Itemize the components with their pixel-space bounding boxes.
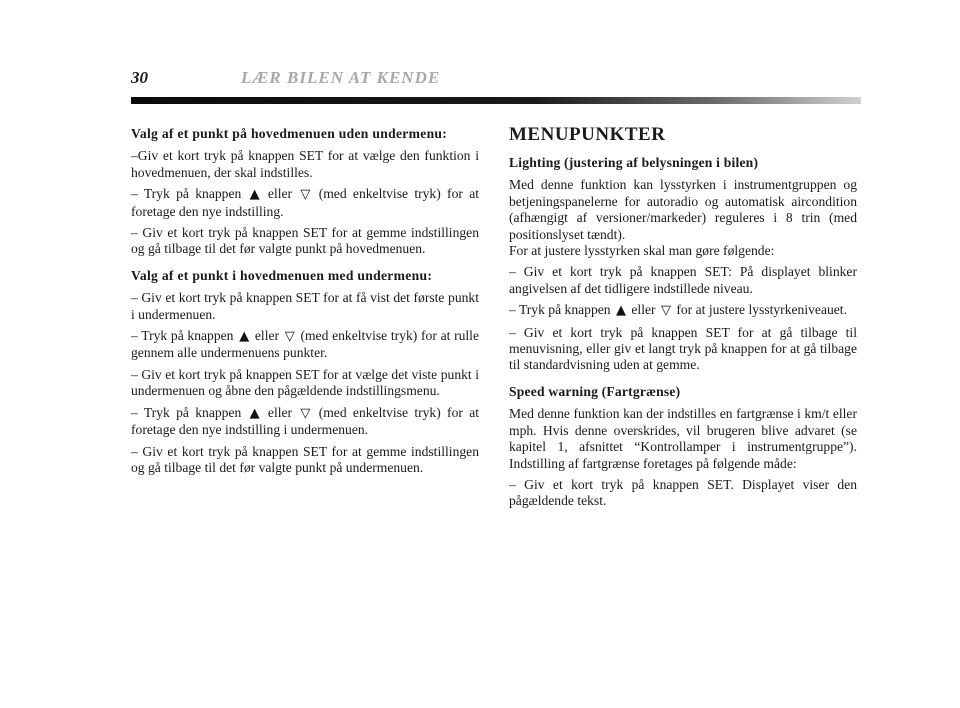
down-arrow-icon: ▽ <box>300 405 311 421</box>
paragraph: – Giv et kort tryk på knappen SET for at få vist det første punkt i undermenuen. <box>131 290 479 322</box>
paragraph: – Giv et kort tryk på knappen SET for at vælge det viste punkt i undermenuen og åbne den pågældende indstillingsmenu. <box>131 366 479 399</box>
paragraph: Med denne funktion kan der indstilles en fartgrænse i km/t eller mph. Hvis denne overskrides, vil brugeren blive advaret (se kapitel 1, afsnittet “Kontrollamper i instrumentgruppe”). Indstilling af fartgrænse foretages på følgende måde: <box>509 406 857 471</box>
text: (med enkeltvise tryk) for at foretage den nye indstilling i undermenuen. <box>131 404 480 438</box>
paragraph: – Giv et kort tryk på knappen SET for at gemme indstillingen og gå tilbage til det før valgte punkt på undermenuen. <box>131 443 479 475</box>
text: (med enkeltvise tryk) for at foretage den nye indstilling. <box>131 186 480 219</box>
section-title: LÆR BILEN AT KENDE <box>241 68 441 87</box>
page-number: 30 <box>131 68 148 87</box>
text: eller <box>267 404 293 420</box>
text: (med enkeltvise tryk) for at rulle gennem alle undermenuens punkter. <box>131 328 479 361</box>
text: – Tryk på knappen <box>131 404 242 420</box>
paragraph: Med denne funktion kan lysstyrken i instrumentgruppen og betjeningspanelerne for autoradio og automatisk aircondition (afhængigt af versioner/markeder) reguleres i 8 trin (med positionslyset tændt). <box>509 177 857 242</box>
menu-items-heading: MENUPUNKTER <box>509 124 666 145</box>
heading-without-submenu: Valg af et punkt på hovedmenuen uden undermenu: <box>131 126 448 141</box>
lighting-heading: Lighting (justering af belysningen i bilen) <box>509 155 759 170</box>
text: – Tryk på knappen <box>131 328 234 344</box>
paragraph <box>131 405 479 439</box>
paragraph: –Giv et kort tryk på knappen SET for at vælge den funktion i hovedmenuen, der skal indstilles. <box>131 148 479 180</box>
text: eller <box>267 186 293 202</box>
speed-warning-heading: Speed warning (Fartgrænse) <box>509 383 681 399</box>
paragraph <box>509 302 857 319</box>
left-column <box>131 126 479 481</box>
up-arrow-icon: ▲ <box>249 187 260 203</box>
paragraph <box>131 186 479 220</box>
paragraph: – Giv et kort tryk på knappen SET for at gå tilbage til menuvisning, eller giv et langt tryk på knappen for at gå tilbage til standardvisning uden at gemme. <box>509 324 857 373</box>
page-header <box>131 68 861 92</box>
text: for at justere lysstyrkeniveauet. <box>676 302 847 318</box>
text: – Tryk på knappen <box>131 186 242 202</box>
paragraph: – Giv et kort tryk på knappen SET: På displayet blinker angivelsen af det tidligere indstillede niveau. <box>509 264 857 296</box>
down-arrow-icon: ▽ <box>300 187 311 203</box>
paragraph: – Giv et kort tryk på knappen SET. Displayet viser den pågældende tekst. <box>509 476 857 509</box>
text: – Tryk på knappen <box>509 302 611 318</box>
heading-with-submenu: Valg af et punkt i hovedmenuen med undermenu: <box>131 267 433 283</box>
paragraph <box>131 328 479 362</box>
header-rule <box>131 97 861 104</box>
text: eller <box>631 302 656 318</box>
text: eller <box>254 328 280 344</box>
right-column <box>509 124 857 515</box>
paragraph: – Giv et kort tryk på knappen SET for at gemme indstillingen og gå tilbage til det før valgte punkt på hovedmenuen. <box>131 225 479 257</box>
down-arrow-icon: ▽ <box>284 329 295 345</box>
paragraph: For at justere lysstyrken skal man gøre følgende: <box>509 243 775 259</box>
up-arrow-icon: ▲ <box>239 329 250 345</box>
up-arrow-icon: ▲ <box>249 405 260 421</box>
down-arrow-icon: ▽ <box>660 303 671 319</box>
up-arrow-icon: ▲ <box>615 303 626 319</box>
